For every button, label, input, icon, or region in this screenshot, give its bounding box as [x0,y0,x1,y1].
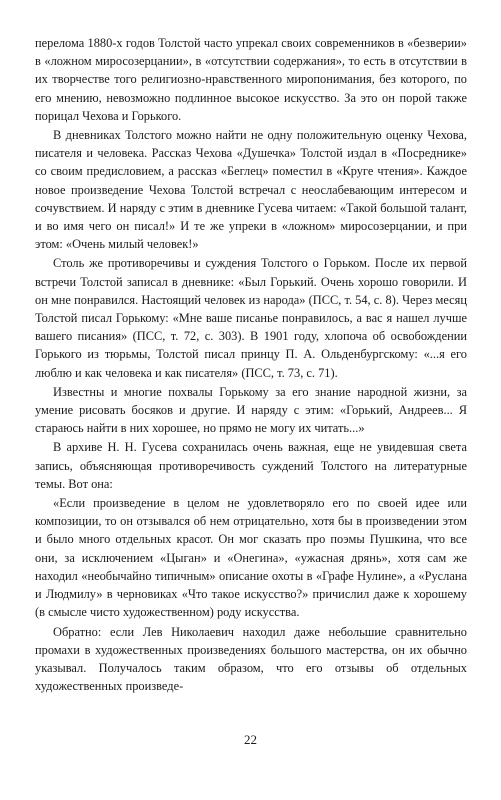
page-body [35,34,467,695]
paragraph-7: Обратно: если Лев Николаевич находил даже небольшие сравнительно промахи в художественных произведениях большого мастерства, он их обычно указывал. Получалось таким образом, что его отзывы об отдельных художественных произведе- [35,624,467,694]
paragraph-6-quote: «Если произведение в целом не удовлетворяло его по своей идее или композиции, то он отзывался об нем отрицательно, хотя бы в произведении этом и было много отдельных красот. Он мог сказать про поэмы Пушкина, что все они, за исключением «Цыган» и «Онегина», «ужасная дрянь», хотя сам же находил «необычайно типичным» описание охоты в «Графе Нулине», а «Руслана и Людмилу» в черновиках «Что такое искусство?» причислил даже к хорошему (в смысле чисто художественном) роду искусства. [35,496,467,620]
paragraph-4: Известны и многие похвалы Горькому за его знание народной жизни, за умение рисовать босяков и другие. И наряду с этим: «Горький, Андреев... Я стараюсь найти в них хорошее, но прямо не могу их читать...» [35,384,467,436]
paragraph-3: Столь же противоречивы и суждения Толстого о Горьком. После их первой встречи Толстой записал в дневнике: «Был Горький. Очень хорошо говорили. И он мне понравился. Настоящий человек из народа» (ПСС, т. 54, с. 8). Через месяц Толстой писал Горькому: «Мне ваше писанье понравилось, а вас я нашел лучше вашего писания» (ПСС, т. 72, с. 303). В 1901 году, хлопоча об освобождении Горького из тюрьмы, Толстой писал принцу П. А. Ольденбургскому: «...я его люблю и как человека и как писателя» (ПСС, т. 73, с. 71). [35,256,467,380]
paragraph-2: В дневниках Толстого можно найти не одну положительную оценку Чехова, писателя и человека. Рассказ Чехова «Душечка» Толстой издал в «Посреднике» со своим предисловием, а рассказ «Беглец» поместил в «Круге чтения». Каждое новое произведение Чехова Толстой встречал с неослабевающим интересом и сочувствием. И наряду с этим в дневнике Гусева читаем: «Такой большой талант, и во имя чего он писал!» И те же упреки в «ложном» миросозерцании, и при этом: «Очень милый человек!» [35,128,467,252]
paragraph-5: В архиве Н. Н. Гусева сохранилась очень важная, еще не увидевшая света запись, объясняющая противоречивость суждений Толстого на литературные темы. Вот она: [35,440,467,491]
paragraph-1: перелома 1880-х годов Толстой часто упрекал своих современников в «безверии» в «ложном миросозерцании», в «отсутствии содержания», то есть в отсутствии в их творчестве того религиозно-нравственного миропонимания, без которого, по его мнению, невозможно подлинное высокое искусство. За это он порой также порицал Чехова и Горького. [35,36,467,123]
page-number: 22 [244,732,257,747]
